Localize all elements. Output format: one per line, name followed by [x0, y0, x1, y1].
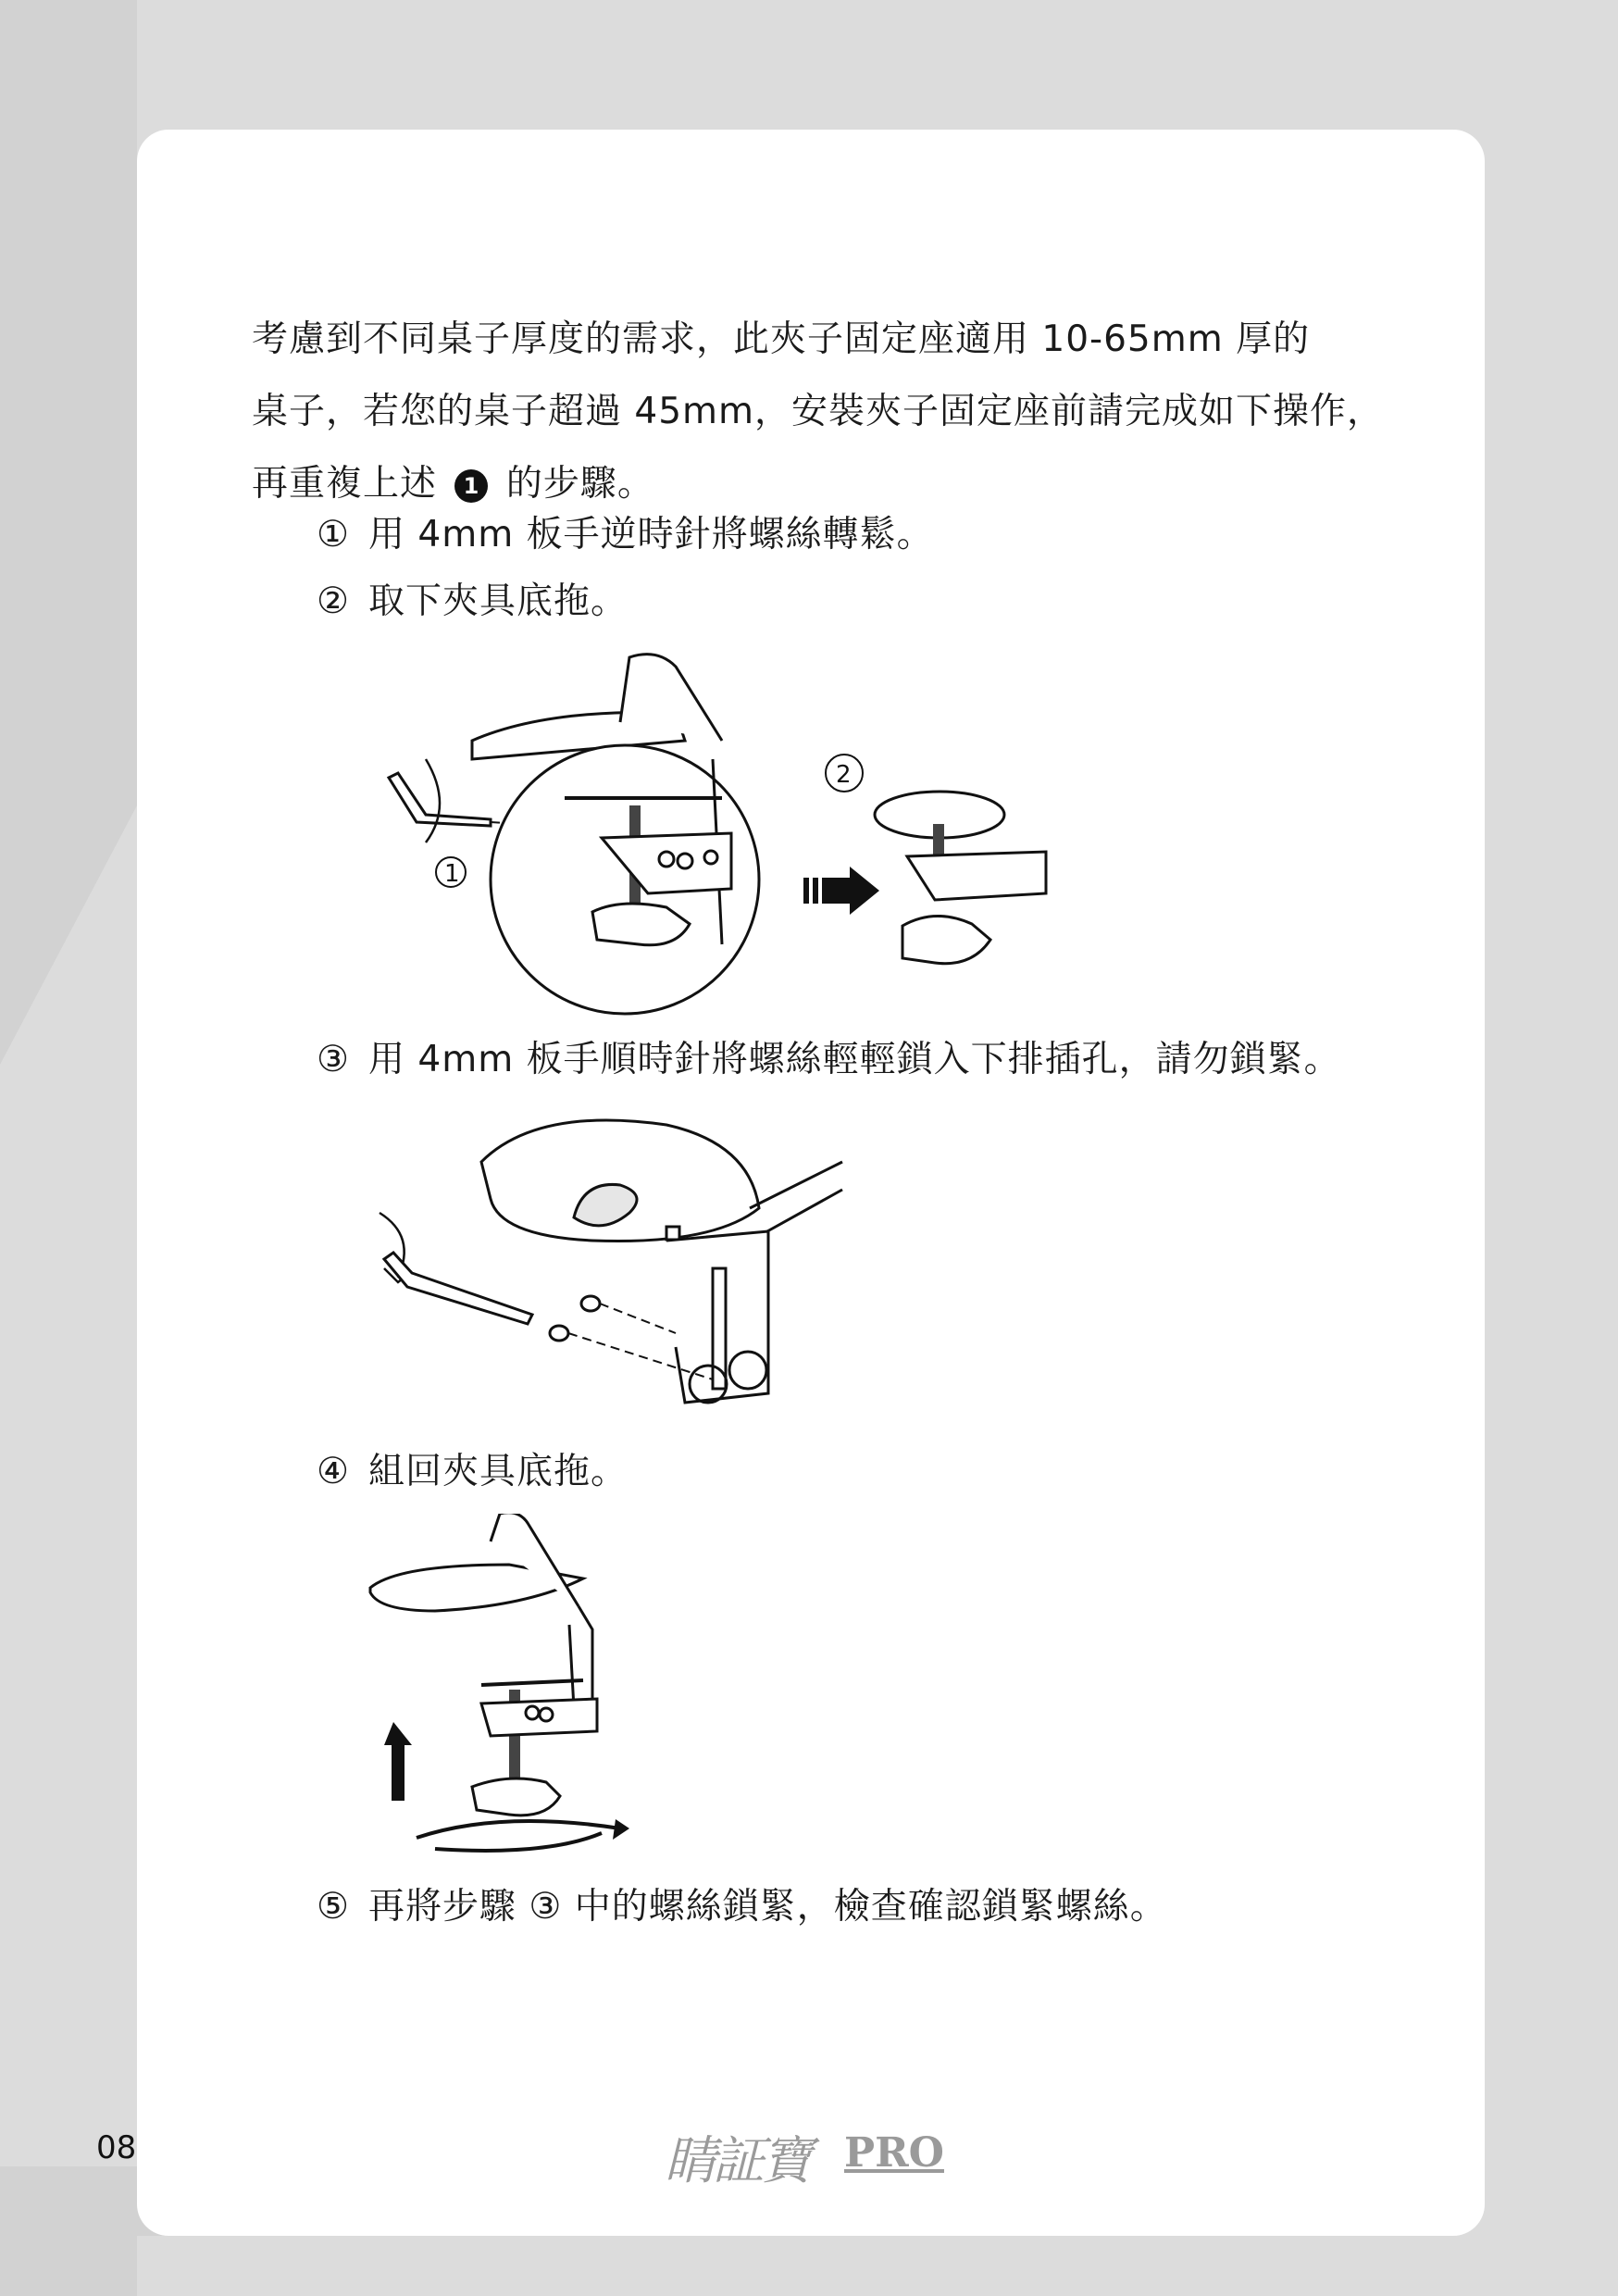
- step-3-text: 用 4mm 板手順時針將螺絲輕輕鎖入下排插孔，請勿鎖緊。: [368, 1039, 1341, 1080]
- intro-line-1: 考慮到不同桌子厚度的需求，此夾子固定座適用 10-65mm 厚的: [252, 318, 1311, 360]
- figure-reassemble: [361, 1514, 657, 1866]
- screw-lower: [550, 1326, 568, 1341]
- step-1: [317, 507, 934, 563]
- rotate-arrow-icon: [426, 759, 440, 842]
- callout-2: 2: [836, 761, 852, 789]
- step-2: [317, 574, 628, 630]
- knob: [472, 1778, 560, 1816]
- brand-logo: 睛証寶: [665, 2131, 809, 2191]
- step-5: [317, 1879, 1167, 1935]
- brand-suffix: PRO: [844, 2129, 944, 2177]
- figure-lower-hole: [361, 1106, 861, 1449]
- step-2-number: ②: [317, 580, 350, 622]
- step-5-text: 再將步驟 ③ 中的螺絲鎖緊，檢查確認鎖緊螺絲。: [368, 1886, 1167, 1928]
- right-arrow-icon: [822, 867, 879, 915]
- step-1-number: ①: [317, 514, 350, 555]
- hex-key-icon: [384, 1253, 532, 1324]
- step-4-number: ④: [317, 1451, 350, 1492]
- step-2-text: 取下夾具底拖。: [368, 580, 629, 622]
- step-1-badge: 1: [454, 469, 488, 503]
- step-3: [317, 1032, 1341, 1088]
- screw-upper: [581, 1296, 600, 1311]
- intro-line-2: 桌子，若您的桌子超過 45mm，安裝夾子固定座前請完成如下操作，: [252, 391, 1385, 432]
- intro-line-3-before: 再重複上述: [252, 463, 438, 505]
- clamp-disc: [481, 1120, 759, 1242]
- intro-line-3-after: 的步驟。: [505, 463, 654, 505]
- callout-1: 1: [444, 860, 460, 888]
- step-1-text: 用 4mm 板手逆時針將螺絲轉鬆。: [368, 514, 934, 555]
- page-number: 08: [96, 2129, 137, 2166]
- intro-paragraph: [252, 304, 1390, 520]
- step-5-number: ⑤: [317, 1886, 350, 1928]
- figure-remove-clamp-base: [361, 630, 1083, 1018]
- rotate-arrow-icon: [435, 1833, 602, 1851]
- removed-clamp-knob: [902, 916, 990, 963]
- step-4: [317, 1444, 628, 1500]
- step-3-number: ③: [317, 1039, 350, 1080]
- step-4-text: 組回夾具底拖。: [368, 1451, 629, 1492]
- up-arrow-icon: [384, 1722, 412, 1801]
